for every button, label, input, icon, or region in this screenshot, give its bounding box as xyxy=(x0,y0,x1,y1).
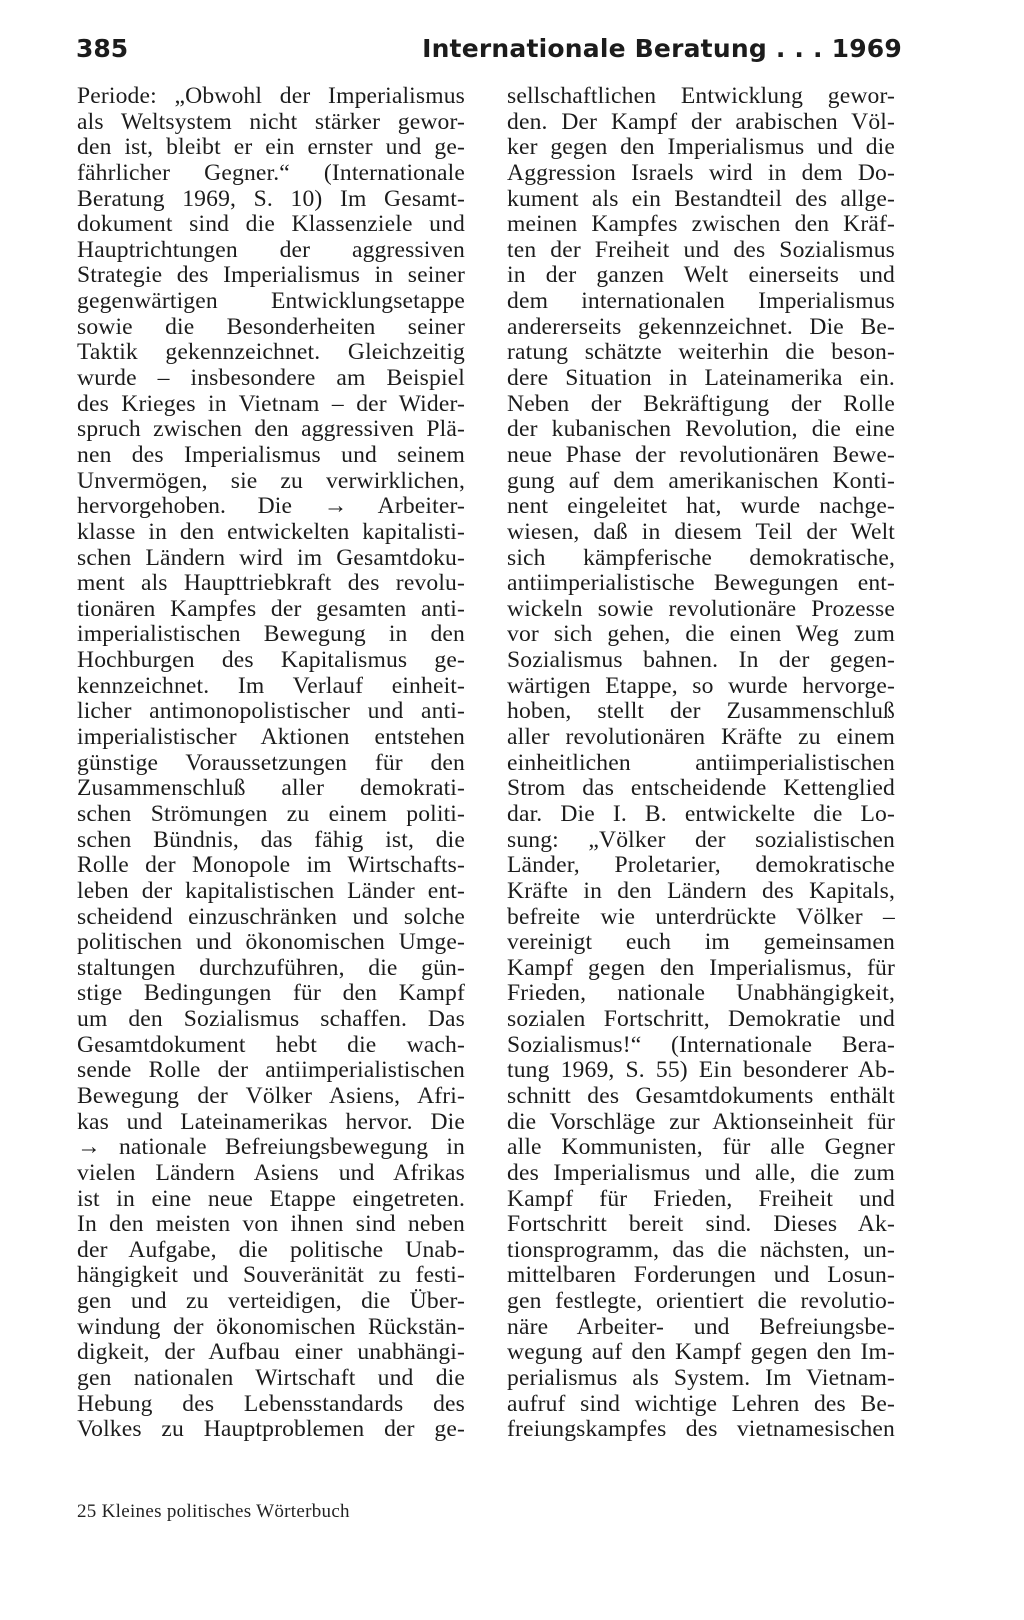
text-line: meinen Kampfes zwischen den Kräf- xyxy=(507,212,895,238)
text-line: antiimperialistische Bewegungen ent- xyxy=(507,571,895,597)
text-line: schen Strömungen zu einem politi- xyxy=(77,801,465,827)
text-line: der kubanischen Revolution, die eine xyxy=(507,417,895,443)
text-line: windung der ökonomischen Rückstän- xyxy=(77,1314,465,1340)
text-line: Beratung 1969, S. 10) Im Gesamt- xyxy=(77,186,465,212)
text-line: hängigkeit und Souveränität zu festi- xyxy=(77,1263,465,1289)
text-line: staltungen durchzuführen, die gün- xyxy=(77,955,465,981)
text-line: einheitlichen antiimperialistischen xyxy=(507,750,895,776)
text-line: Gesamtdokument hebt die wach- xyxy=(77,1032,465,1058)
text-line: wickeln sowie revolutionäre Prozesse xyxy=(507,596,895,622)
text-line: Länder, Proletarier, demokratische xyxy=(507,853,895,879)
text-line: spruch zwischen den aggressiven Plä- xyxy=(77,417,465,443)
text-line: politischen und ökonomischen Umge- xyxy=(77,930,465,956)
text-line: Kampf für Frieden, Freiheit und xyxy=(507,1186,895,1212)
text-line: Kampf gegen den Imperialismus, für xyxy=(507,955,895,981)
text-line: ment als Haupttriebkraft des revolu- xyxy=(77,571,465,597)
text-line: Periode: „Obwohl der Imperialismus xyxy=(77,84,465,109)
text-line: den. Der Kampf der arabischen Völ- xyxy=(507,109,895,135)
text-line: sende Rolle der antiimperialistischen xyxy=(77,1058,465,1084)
text-line: gen und zu verteidigen, die Über- xyxy=(77,1289,465,1315)
text-line: digkeit, der Aufbau einer unabhängi- xyxy=(77,1340,465,1366)
page-header xyxy=(76,28,902,68)
text-line: sich kämpferische demokratische, xyxy=(507,545,895,571)
text-line: wegung auf den Kampf gegen den Im- xyxy=(507,1340,895,1366)
text-line: Kräfte in den Ländern des Kapitals, xyxy=(507,878,895,904)
text-line: andererseits gekennzeichnet. Die Be- xyxy=(507,314,895,340)
text-line: tung 1969, S. 55) Ein besonderer Ab- xyxy=(507,1058,895,1084)
text-line: des Krieges in Vietnam – der Wider- xyxy=(77,391,465,417)
text-line: dar. Die I. B. entwickelte die Lo- xyxy=(507,801,895,827)
text-line: befreite wie unterdrückte Völker – xyxy=(507,904,895,930)
text-line: klasse in den entwickelten kapitalisti- xyxy=(77,519,465,545)
text-line: imperialistischen Bewegung in den xyxy=(77,622,465,648)
text-line: gen nationalen Wirtschaft und die xyxy=(77,1366,465,1392)
text-line: aller revolutionären Kräfte zu einem xyxy=(507,725,895,751)
text-line: sozialen Fortschritt, Demokratie und xyxy=(507,1007,895,1033)
text-line: um den Sozialismus schaffen. Das xyxy=(77,1007,465,1033)
text-line: hoben, stellt der Zusammenschluß xyxy=(507,699,895,725)
text-line: Unvermögen, sie zu verwirklichen, xyxy=(77,468,465,494)
text-line: nen des Imperialismus und seinem xyxy=(77,442,465,468)
text-line: Taktik gekennzeichnet. Gleichzeitig xyxy=(77,340,465,366)
text-line: in der ganzen Welt einerseits und xyxy=(507,263,895,289)
text-line: sellschaftlichen Entwicklung gewor- xyxy=(507,84,895,109)
text-line: kas und Lateinamerikas hervor. Die xyxy=(77,1109,465,1135)
text-line: neue Phase der revolutionären Bewe- xyxy=(507,442,895,468)
text-line: In den meisten von ihnen sind neben xyxy=(77,1212,465,1238)
text-line: als Weltsystem nicht stärker gewor- xyxy=(77,109,465,135)
text-line: alle Kommunisten, für alle Gegner xyxy=(507,1135,895,1161)
text-line: kument als ein Bestandteil des allge- xyxy=(507,186,895,212)
text-line: freiungskampfes des vietnamesischen xyxy=(507,1417,895,1443)
text-line: licher antimonopolistischer und anti- xyxy=(77,699,465,725)
text-line: Fortschritt bereit sind. Dieses Ak- xyxy=(507,1212,895,1238)
text-column-right xyxy=(507,84,895,1443)
text-line: Hebung des Lebensstandards des xyxy=(77,1391,465,1417)
text-line: sowie die Besonderheiten seiner xyxy=(77,314,465,340)
text-line: nent eingeleitet hat, wurde nachge- xyxy=(507,494,895,520)
text-line: Sozialismus!“ (Internationale Bera- xyxy=(507,1032,895,1058)
text-line: Neben der Bekräftigung der Rolle xyxy=(507,391,895,417)
page-footer: 25 Kleines politisches Wörterbuch xyxy=(77,1501,350,1522)
text-line: schen Bündnis, das fähig ist, die xyxy=(77,827,465,853)
text-line: ist in eine neue Etappe eingetreten. xyxy=(77,1186,465,1212)
text-line: mittelbaren Forderungen und Losun- xyxy=(507,1263,895,1289)
text-line: ker gegen den Imperialismus und die xyxy=(507,135,895,161)
text-line: gen festlegte, orientiert die revolutio- xyxy=(507,1289,895,1315)
text-line: kennzeichnet. Im Verlauf einheit- xyxy=(77,673,465,699)
text-line: aufruf sind wichtige Lehren des Be- xyxy=(507,1391,895,1417)
text-line: fährlicher Gegner.“ (Internationale xyxy=(77,160,465,186)
text-line: dem internationalen Imperialismus xyxy=(507,289,895,315)
text-line: vereinigt euch im gemeinsamen xyxy=(507,930,895,956)
text-line: des Imperialismus und alle, die zum xyxy=(507,1160,895,1186)
text-line: dokument sind die Klassenziele und xyxy=(77,212,465,238)
text-line: günstige Voraussetzungen für den xyxy=(77,750,465,776)
text-line: wärtigen Etappe, so wurde hervorge- xyxy=(507,673,895,699)
text-line: sung: „Völker der sozialistischen xyxy=(507,827,895,853)
text-line: Sozialismus bahnen. In der gegen- xyxy=(507,648,895,674)
page-number: 385 xyxy=(76,34,129,63)
text-line: gung auf dem amerikanischen Konti- xyxy=(507,468,895,494)
text-line: dere Situation in Lateinamerika ein. xyxy=(507,366,895,392)
text-line: schen Ländern wird im Gesamtdoku- xyxy=(77,545,465,571)
text-line: Hochburgen des Kapitalismus ge- xyxy=(77,648,465,674)
text-line: Strom das entscheidende Kettenglied xyxy=(507,776,895,802)
text-line: scheidend einzuschränken und solche xyxy=(77,904,465,930)
text-line: tionären Kampfes der gesamten anti- xyxy=(77,596,465,622)
text-line: näre Arbeiter- und Befreiungsbe- xyxy=(507,1314,895,1340)
text-line: vor sich gehen, die einen Weg zum xyxy=(507,622,895,648)
text-line: der Aufgabe, die politische Unab- xyxy=(77,1237,465,1263)
text-line: Bewegung der Völker Asiens, Afri- xyxy=(77,1083,465,1109)
text-line: vielen Ländern Asiens und Afrikas xyxy=(77,1160,465,1186)
text-line: Strategie des Imperialismus in seiner xyxy=(77,263,465,289)
text-line: stige Bedingungen für den Kampf xyxy=(77,981,465,1007)
text-line: wiesen, daß in diesem Teil der Welt xyxy=(507,519,895,545)
text-line: imperialistischer Aktionen entstehen xyxy=(77,725,465,751)
text-line: ratung schätzte weiterhin die beson- xyxy=(507,340,895,366)
text-line: Hauptrichtungen der aggressiven xyxy=(77,237,465,263)
text-line: hervorgehoben. Die → Arbeiter- xyxy=(77,494,465,520)
running-head: Internationale Beratung . . . 1969 xyxy=(422,34,902,63)
text-line: den ist, bleibt er ein ernster und ge- xyxy=(77,135,465,161)
text-line: Volkes zu Hauptproblemen der ge- xyxy=(77,1417,465,1443)
text-line: gegenwärtigen Entwicklungsetappe xyxy=(77,289,465,315)
text-line: tionsprogramm, das die nächsten, un- xyxy=(507,1237,895,1263)
text-line: perialismus als System. Im Vietnam- xyxy=(507,1366,895,1392)
text-line: ten der Freiheit und des Sozialismus xyxy=(507,237,895,263)
text-column-left xyxy=(77,84,465,1443)
text-line: Zusammenschluß aller demokrati- xyxy=(77,776,465,802)
text-line: → nationale Befreiungsbewegung in xyxy=(77,1135,465,1161)
text-line: schnitt des Gesamtdokuments enthält xyxy=(507,1083,895,1109)
text-line: Aggression Israels wird in dem Do- xyxy=(507,160,895,186)
text-line: die Vorschläge zur Aktionseinheit für xyxy=(507,1109,895,1135)
text-line: Rolle der Monopole im Wirtschafts- xyxy=(77,853,465,879)
text-line: Frieden, nationale Unabhängigkeit, xyxy=(507,981,895,1007)
text-line: wurde – insbesondere am Beispiel xyxy=(77,366,465,392)
text-line: leben der kapitalistischen Länder ent- xyxy=(77,878,465,904)
